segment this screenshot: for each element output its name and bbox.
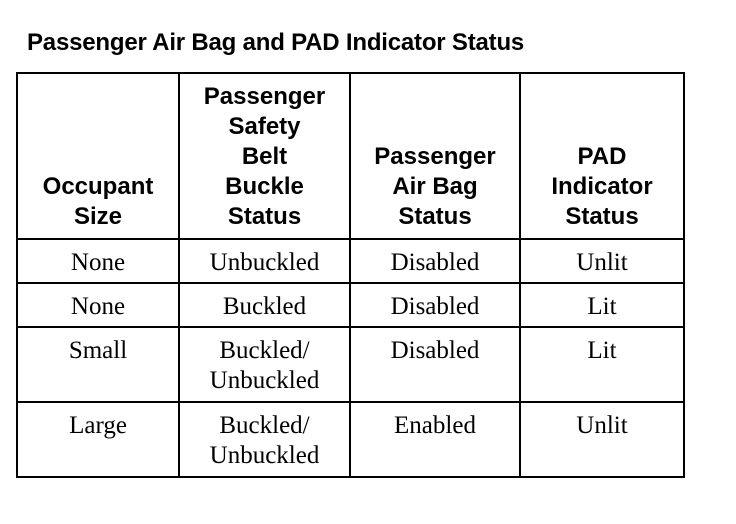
header-line: Air Bag (392, 173, 478, 200)
document-title: Passenger Air Bag and PAD Indicator Status (27, 29, 525, 56)
header-line: PAD (577, 143, 627, 170)
air-bag-status-table (16, 72, 685, 478)
header-line: Passenger (203, 83, 326, 110)
header-line: Occupant (42, 173, 154, 200)
header-line: Belt (241, 143, 288, 170)
cell-line: Buckled/ (219, 337, 310, 364)
cell-air-bag-status: Enabled (350, 402, 520, 477)
header-line: Passenger (374, 143, 496, 170)
header-line: Status (398, 203, 472, 230)
cell-line: Unbuckled (209, 249, 320, 276)
table-row (17, 239, 684, 283)
cell-line: Buckled/ (219, 412, 310, 439)
cell-occupant-size: None (17, 239, 179, 283)
cell-occupant-size: None (17, 283, 179, 327)
cell-occupant-size: Large (17, 402, 179, 477)
cell-belt-status (179, 239, 350, 283)
header-line: Safety (228, 113, 301, 140)
header-line: Status (565, 203, 639, 230)
cell-pad-indicator-status: Lit (520, 327, 684, 402)
header-line: Buckle (225, 173, 304, 200)
header-row (17, 73, 684, 239)
table-row (17, 402, 684, 477)
cell-air-bag-status: Disabled (350, 283, 520, 327)
cell-pad-indicator-status: Unlit (520, 402, 684, 477)
header-belt-buckle-status (179, 73, 350, 239)
cell-belt-status (179, 283, 350, 327)
table-row (17, 327, 684, 402)
header-line: Size (73, 203, 123, 230)
table-row (17, 283, 684, 327)
header-occupant-size (17, 73, 179, 239)
cell-line: Buckled (222, 293, 307, 320)
cell-air-bag-status: Disabled (350, 239, 520, 283)
cell-air-bag-status: Disabled (350, 327, 520, 402)
header-air-bag-status (350, 73, 520, 239)
cell-line: Unbuckled (209, 442, 320, 469)
cell-pad-indicator-status: Unlit (520, 239, 684, 283)
cell-line: Unbuckled (209, 367, 320, 394)
cell-belt-status (179, 402, 350, 477)
header-line: Indicator (551, 173, 653, 200)
cell-occupant-size: Small (17, 327, 179, 402)
cell-pad-indicator-status: Lit (520, 283, 684, 327)
header-line: Status (227, 203, 302, 230)
header-pad-indicator-status (520, 73, 684, 239)
cell-belt-status (179, 327, 350, 402)
